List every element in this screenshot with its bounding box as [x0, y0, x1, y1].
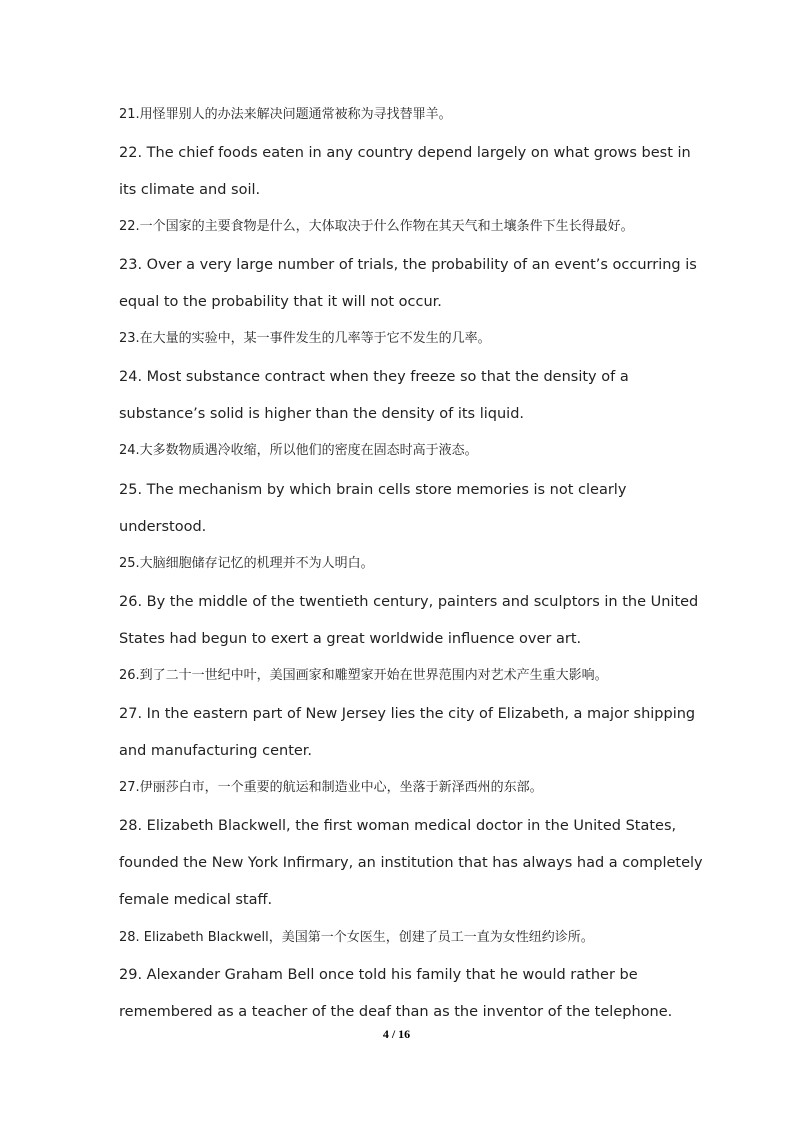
sentence-line: equal to the probability that it will not occur. [119, 294, 442, 310]
sentence-line: and manufacturing center. [119, 743, 313, 759]
sentence-line: States had begun to exert a great worldwide influence over art. [119, 631, 582, 647]
sentence-line: 24. Most substance contract when they freeze so that the density of a [119, 369, 629, 385]
sentence-line: 28. Elizabeth Blackwell, the first woman medical doctor in the United States, [119, 818, 677, 834]
sentence-line: remembered as a teacher of the deaf than as the inventor of the telephone. [119, 1004, 673, 1020]
translation-line: 25.大脑细胞储存记忆的机理并不为人明白。 [119, 556, 374, 571]
sentence-line: its climate and soil. [119, 182, 261, 198]
translation-line: 22.一个国家的主要食物是什么，大体取决于什么作物在其天气和土壤条件下生长得最好。 [119, 219, 634, 234]
translation-line: 23.在大量的实验中，某一事件发生的几率等于它不发生的几率。 [119, 331, 491, 346]
sentence-line: female medical staff. [119, 892, 273, 908]
sentence-line: 27. In the eastern part of New Jersey lies the city of Elizabeth, a major shipping [119, 706, 696, 722]
translation-line: 27.伊丽莎白市，一个重要的航运和制造业中心，坐落于新泽西州的东部。 [119, 780, 543, 795]
sentence-line: founded the New York Infirmary, an institution that has always had a completely [119, 855, 703, 871]
translation-line: 21.用怪罪别人的办法来解决问题通常被称为寻找替罪羊。 [119, 107, 452, 122]
page-number: 4 / 16 [382, 1027, 411, 1041]
sentence-line: understood. [119, 519, 207, 535]
sentence-line: 26. By the middle of the twentieth century, painters and sculptors in the United [119, 594, 699, 610]
translation-line: 28. Elizabeth Blackwell，美国第一个女医生，创建了员工一直为女性纽约诊所。 [119, 930, 594, 945]
sentence-line: 29. Alexander Graham Bell once told his family that he would rather be [119, 967, 638, 983]
sentence-line: 25. The mechanism by which brain cells store memories is not clearly [119, 482, 627, 498]
translation-line: 26.到了二十一世纪中叶，美国画家和雕塑家开始在世界范围内对艺术产生重大影响。 [119, 668, 608, 683]
sentence-line: 23. Over a very large number of trials, the probability of an event’s occurring is [119, 257, 697, 273]
sentence-line: 22. The chief foods eaten in any country depend largely on what grows best in [119, 145, 691, 161]
sentence-line: substance’s solid is higher than the density of its liquid. [119, 406, 525, 422]
translation-line: 24.大多数物质遇冷收缩，所以他们的密度在固态时高于液态。 [119, 443, 478, 458]
